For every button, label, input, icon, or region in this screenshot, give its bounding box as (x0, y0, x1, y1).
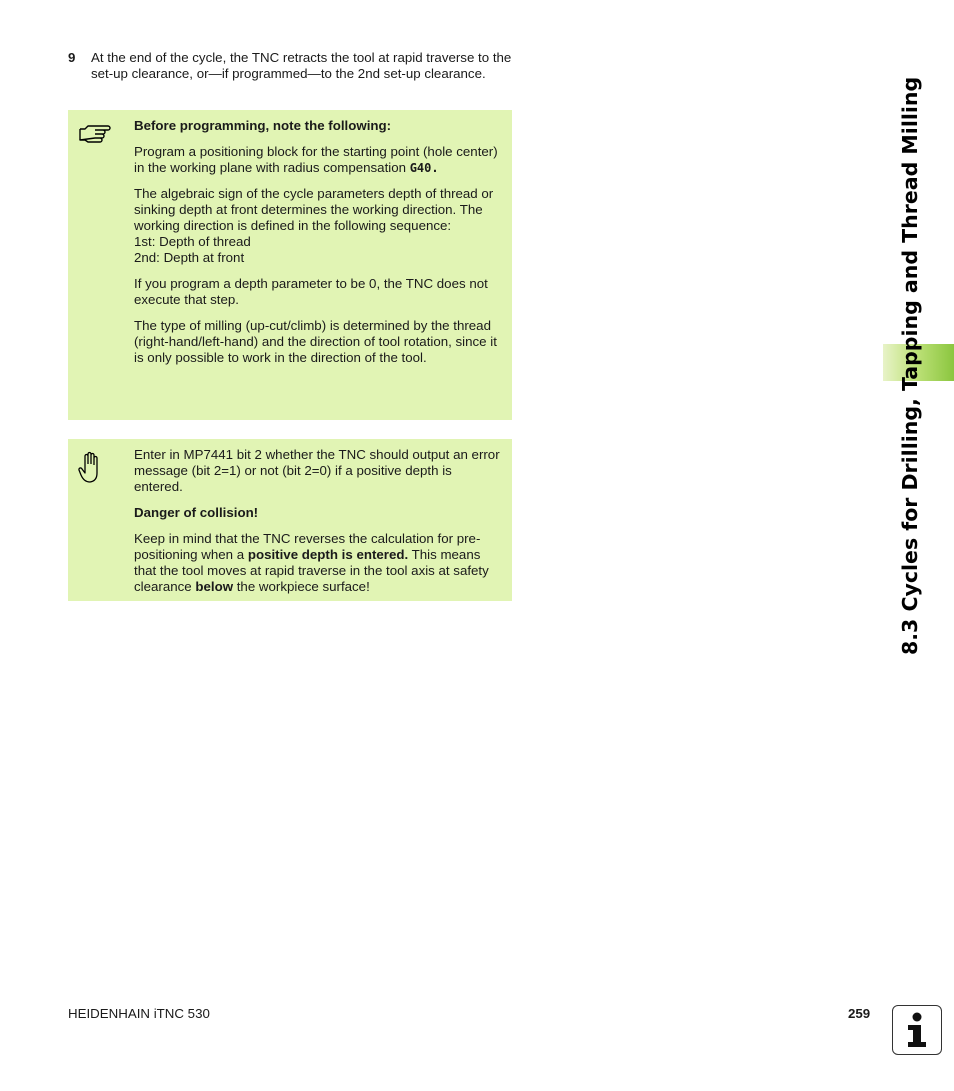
note2-para1: Enter in MP7441 bit 2 whether the TNC should output an error message (bit 2=1) or not (bit 2=0) if a positive depth is entered. (134, 447, 500, 494)
footer-product-name: HEIDENHAIN iTNC 530 (68, 1006, 210, 1021)
chapter-side-title: 8.3 Cycles for Drilling, Tapping and Thread Milling (898, 76, 922, 655)
step-text: At the end of the cycle, the TNC retracts the tool at rapid traverse to the set-up clearance, or—if programmed—to the 2nd set-up clearance. (91, 50, 512, 81)
pointing-hand-icon (78, 120, 114, 148)
g40-code: G40. (409, 161, 439, 175)
step-number: 9 (68, 50, 76, 65)
note2-para2: Keep in mind that the TNC reverses the calculation for pre-positioning when a positive depth is entered. This means that the tool moves at rapid traverse in the tool axis at safety clearance below the workpiece surface! (134, 531, 489, 594)
step-9 (68, 50, 513, 82)
note1-para4: The type of milling (up-cut/climb) is determined by the thread (right-hand/left-hand) and the direction of tool rotation, since it is only possible to work in the direction of the tool. (134, 318, 497, 365)
note1-para1: Program a positioning block for the starting point (hole center) in the working plane with radius compensation G40. (134, 144, 498, 175)
raised-hand-icon (78, 451, 102, 485)
info-icon (893, 1006, 940, 1053)
note1-para2: The algebraic sign of the cycle parameters depth of thread or sinking depth at front determines the working direction. The working direction is defined in the following sequence: 1st: Depth of thread 2nd: Depth at front (134, 186, 494, 265)
note2-heading: Danger of collision! (134, 505, 259, 520)
note1-heading: Before programming, note the following: (134, 118, 392, 133)
note1-para3: If you program a depth parameter to be 0, the TNC does not execute that step. (134, 276, 488, 307)
note-before-programming (68, 110, 512, 420)
page-number: 259 (848, 1006, 871, 1021)
note-collision-warning (68, 439, 512, 601)
info-button[interactable] (892, 1005, 942, 1055)
